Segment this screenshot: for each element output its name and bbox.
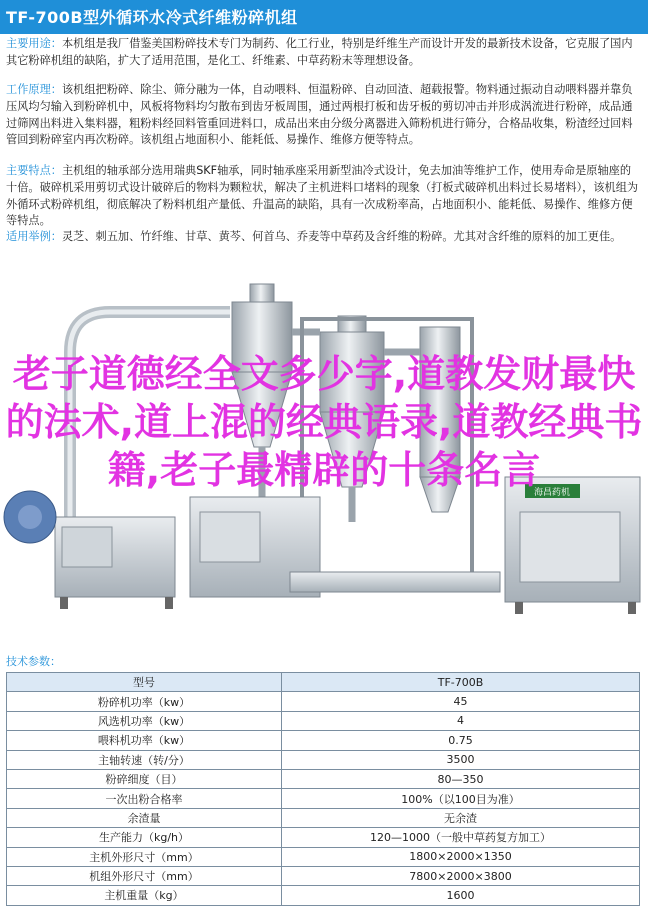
param-value: 7800×2000×3800	[282, 866, 640, 885]
param-value: 0.75	[282, 731, 640, 750]
param-value: 80—350	[282, 769, 640, 788]
params-table	[6, 672, 640, 906]
table-row	[7, 769, 640, 788]
param-name: 主机重量（kg）	[7, 886, 282, 905]
param-value: 100%（以100目为准）	[282, 789, 640, 808]
param-name: 粉碎细度（目）	[7, 769, 282, 788]
section-main-features	[6, 163, 642, 230]
machine-plate-text: 海昌药机	[533, 488, 571, 498]
param-value: 4	[282, 711, 640, 730]
table-row	[7, 847, 640, 866]
param-name: 余渣量	[7, 808, 282, 827]
table-header-cell: TF-700B	[282, 673, 640, 692]
overlay-spam-text: 老子道德经全文多少字,道教发财最快的法术,道上混的经典语录,道教经典书籍,老子最精辟的十条名言	[5, 352, 643, 492]
param-value: 120—1000（一般中草药复方加工）	[282, 828, 640, 847]
param-value: 3500	[282, 750, 640, 769]
param-name: 风选机功率（kw）	[7, 711, 282, 730]
section-label: 主要用途：	[6, 37, 62, 50]
param-value: 无余渣	[282, 808, 640, 827]
table-row	[7, 711, 640, 730]
table-row	[7, 692, 640, 711]
param-name: 生产能力（kg/h）	[7, 828, 282, 847]
section-text: 本机组是我厂借鉴美国粉碎技术专门为制药、化工行业，特别是纤维生产而设计开发的最新技术设备，它克服了国内其它粉碎机组的缺陷，扩大了适用范围，是化工、纤维素、中草药粉末等理想设备。	[6, 37, 633, 67]
param-name: 机组外形尺寸（mm）	[7, 866, 282, 885]
params-label: 技术参数：	[6, 655, 61, 668]
table-header-row	[7, 673, 640, 692]
section-label: 适用举例：	[6, 230, 62, 243]
param-name: 喂料机功率（kw）	[7, 731, 282, 750]
param-name: 一次出粉合格率	[7, 789, 282, 808]
section-examples	[6, 229, 642, 246]
section-label: 主要特点：	[6, 164, 62, 177]
param-name: 粉碎机功率（kw）	[7, 692, 282, 711]
section-main-use	[6, 36, 642, 70]
table-row	[7, 828, 640, 847]
section-text: 主机组的轴承部分选用瑞典SKF轴承，同时轴承座采用新型油冷式设计，免去加油等维护工作，使用寿命是原轴座的十倍。破碎机采用剪切式设计破碎后的物料为颗粒状，解决了主机进料口堵料的现象（打板式破碎机出料过长易堵料），该机组为外循环式粉碎机组，彻底解决了粉料机组产量低、升温高的缺陷，具有一次成粉率高，占地面积小、能耗低、易操作、维修方便等特点。	[6, 164, 639, 228]
page-title: TF-700B型外循环水冷式纤维粉碎机组	[6, 8, 298, 27]
section-label: 工作原理：	[6, 83, 62, 96]
table-row	[7, 789, 640, 808]
table-row	[7, 808, 640, 827]
table-header-cell: 型号	[7, 673, 282, 692]
param-value: 1600	[282, 886, 640, 905]
param-value: 45	[282, 692, 640, 711]
param-name: 主轴转速（转/分）	[7, 750, 282, 769]
table-row	[7, 866, 640, 885]
param-value: 1800×2000×1350	[282, 847, 640, 866]
section-text: 该机组把粉碎、除尘、筛分融为一体，自动喂料、恒温粉碎、自动回渣、超载报警。物料通过振动自动喂料器并靠负压风均匀输入到粉碎机中，风板将物料均匀散布到齿牙板周围，通过两根打板和齿牙板的剪切冲击并形成涡流进行粉碎，成品通过筛网出料进入集料器，粗粉料经回料管重回进料口，成品出来由分级分离器进入筛粉机进行筛分，合格品收集，粉渣经过回料管回到粉碎室内再次粉碎。该机组占地面积小、能耗低、易操作、维修方便等特点。	[6, 83, 633, 147]
param-name: 主机外形尺寸（mm）	[7, 847, 282, 866]
table-row	[7, 886, 640, 905]
section-text: 灵芝、刺五加、竹纤维、甘草、黄芩、何首乌、乔麦等中草药及含纤维的粉碎。尤其对含纤维的原料的加工更佳。	[61, 230, 622, 243]
section-working-principle	[6, 82, 642, 149]
table-row	[7, 750, 640, 769]
header-bar	[0, 0, 648, 34]
table-row	[7, 731, 640, 750]
